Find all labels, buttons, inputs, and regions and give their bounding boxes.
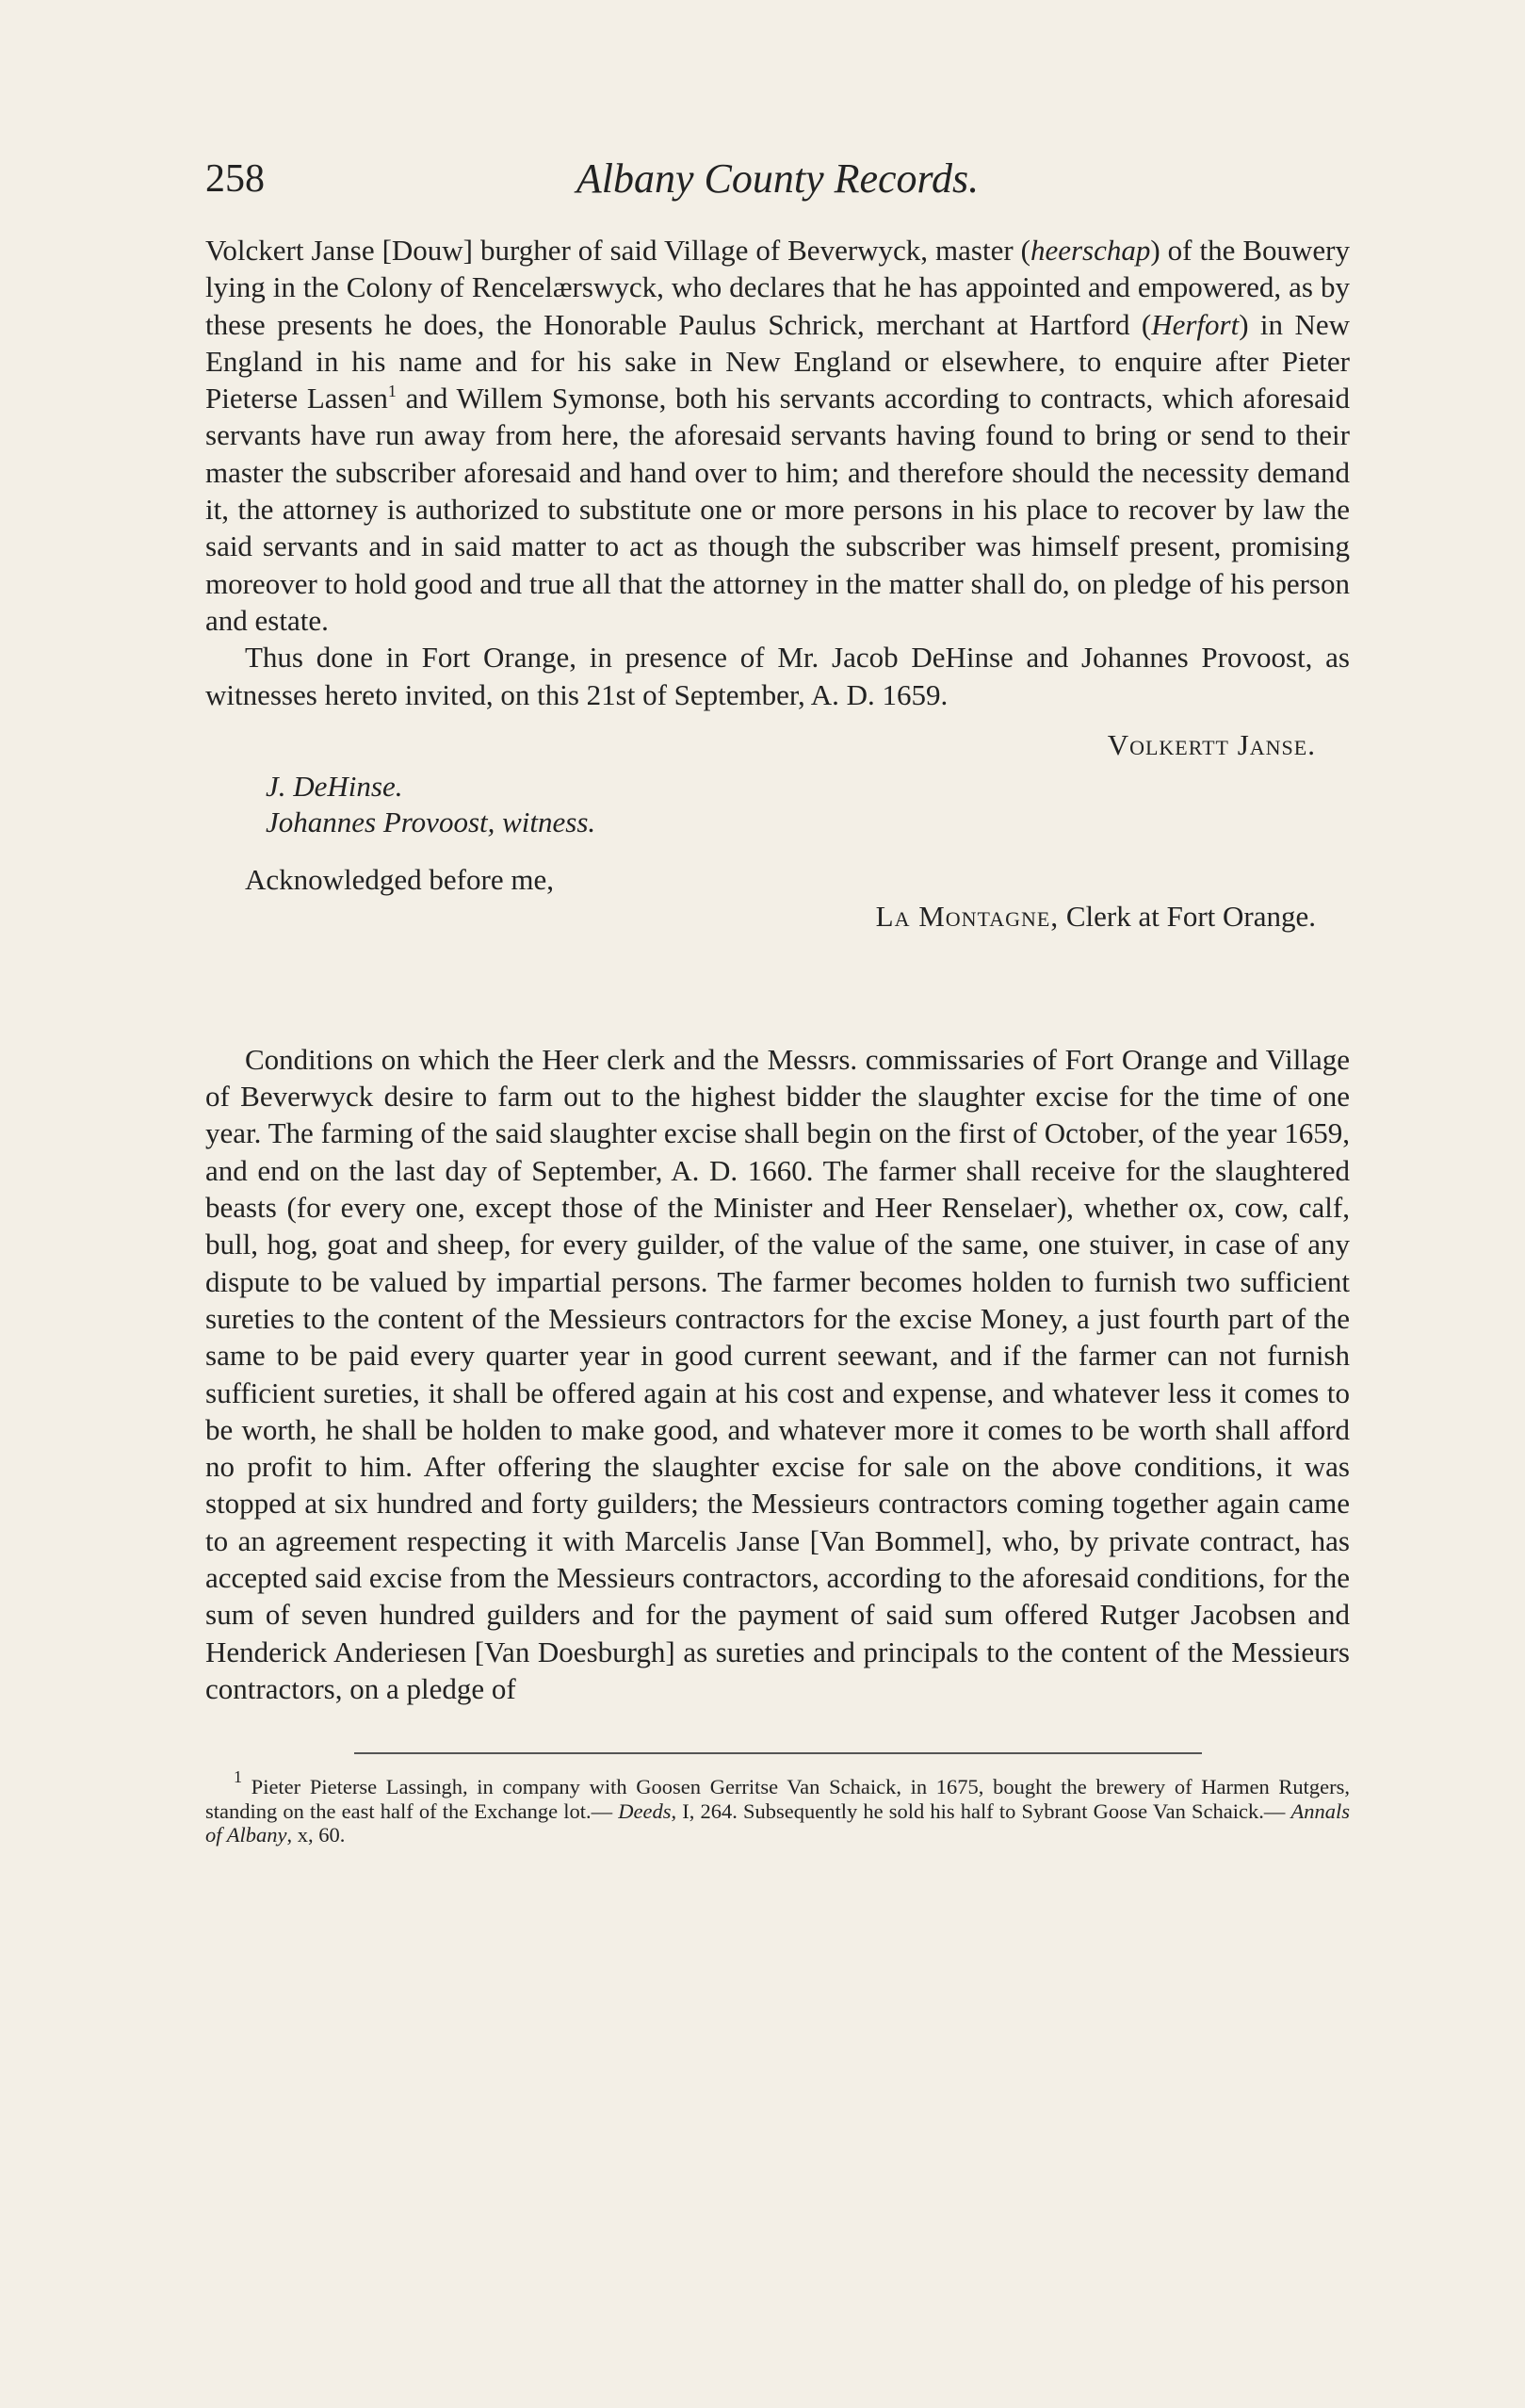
footnote-reference[interactable]: 1	[387, 382, 397, 401]
italic-term: heerschap	[1030, 234, 1151, 267]
witness-signature-2: Johannes Provoost, witness.	[266, 805, 596, 838]
text-run: Pieter Pieterse Lassingh, in company with Goosen Gerritse Van Schaick, in 1675, bought the brewery of Harmen Rutgers, standing on the east half of the Exchange lot.—	[205, 1775, 1350, 1823]
running-title: Albany County Records.	[576, 155, 980, 202]
principal-signature: Volkertt Janse.	[1107, 727, 1316, 761]
clerk-title: Clerk at Fort Orange.	[1059, 899, 1316, 933]
clerk-name: La Montagne,	[875, 899, 1060, 933]
italic-term: Herfort	[1151, 307, 1240, 341]
witness-signature-1: J. DeHinse.	[266, 769, 403, 803]
text-run: and Willem Symonse, both his servants according to contracts, which aforesaid servants have run away from here, the aforesaid servants having found to bring or send to their master the subscriber aforesaid and hand over to him; and therefore should the necessity demand it, the attorney is authorized to substitute one or more persons in his place to recover by law the said servants and in said matter to act as though the subscriber was himself present, promising moreover to hold good and true all that the attorney in the matter shall do, on pledge of his person and estate.	[205, 382, 1350, 637]
clerk-signature	[205, 898, 1316, 935]
text-run: ) of the Bouwery lying in the Colony of Rencelærswyck, who declares that he has appointed and empowered, as by these presents he does, the Honorable Paulus Schrick, merchant at Hartford (	[205, 234, 1350, 341]
acknowledgment-line: Acknowledged before me,	[245, 862, 554, 896]
document-page	[205, 151, 1350, 1847]
footnote-marker: 1	[234, 1767, 242, 1787]
conditions-paragraph: Conditions on which the Heer clerk and the Messrs. commissaries of Fort Orange and Village of Beverwyck desire to farm out to the highest bidder the slaughter excise for the time of one year. The farming of the said slaughter excise shall begin on the first of October, of the year 1659, and end on the last day of September, A. D. 1660. The farmer shall receive for the slaughtered beasts (for every one, except those of the Minister and Heer Renselaer), whether ox, cow, calf, bull, hog, goat and sheep, for every guilder, of the value of the same, one stuiver, in case of any dispute to be valued by impartial persons. The farmer becomes holden to furnish two sufficient sureties to the content of the Messieurs contractors for the excise Money, a just fourth part of the same to be paid every quarter year in good current seewant, and if the farmer can not furnish sufficient sureties, it shall be offered again at his cost and expense, and whatever less it comes to be worth, he shall be holden to make good, and whatever more it comes to be worth shall afford no profit to him. After offering the slaughter excise for sale on the above conditions, it was stopped at six hundred and forty guilders; the Messieurs contractors coming together again came to an agreement respecting it with Marcelis Janse [Van Bommel], who, by private contract, has accepted said excise from the Messieurs contractors, according to the aforesaid conditions, for the sum of seven hundred guilders and for the payment of said sum offered Rutger Jacobsen and Henderick Anderiesen [Van Doesburgh] as sureties and principals to the content of the Messieurs contractors, on a pledge of	[205, 1042, 1350, 1705]
page-number: 258	[205, 157, 265, 201]
execution-paragraph: Thus done in Fort Orange, in presence of Mr. Jacob DeHinse and Johannes Provoost, as witnesses hereto invited, on this 21st of September, A. D. 1659.	[205, 641, 1350, 711]
italic-citation: Annals of Albany	[205, 1798, 1351, 1847]
text-run: , I, 264. Subsequently he sold his half to Sybrant Goose Van Schaick.—	[671, 1798, 1291, 1823]
page-header	[205, 151, 1350, 207]
footnote-divider	[354, 1752, 1202, 1754]
text-run: Volckert Janse [Douw] burgher of said Village of Beverwyck, master (	[205, 234, 1030, 267]
footnote	[205, 1767, 1351, 1847]
text-run: ) in New England in his name and for his sake in New England or elsewhere, to enquire after Pieter Pieterse Lassen	[205, 307, 1350, 415]
text-run: , x, 60.	[286, 1823, 346, 1847]
italic-citation: Deeds	[618, 1798, 672, 1823]
power-of-attorney-paragraph	[205, 232, 1350, 639]
